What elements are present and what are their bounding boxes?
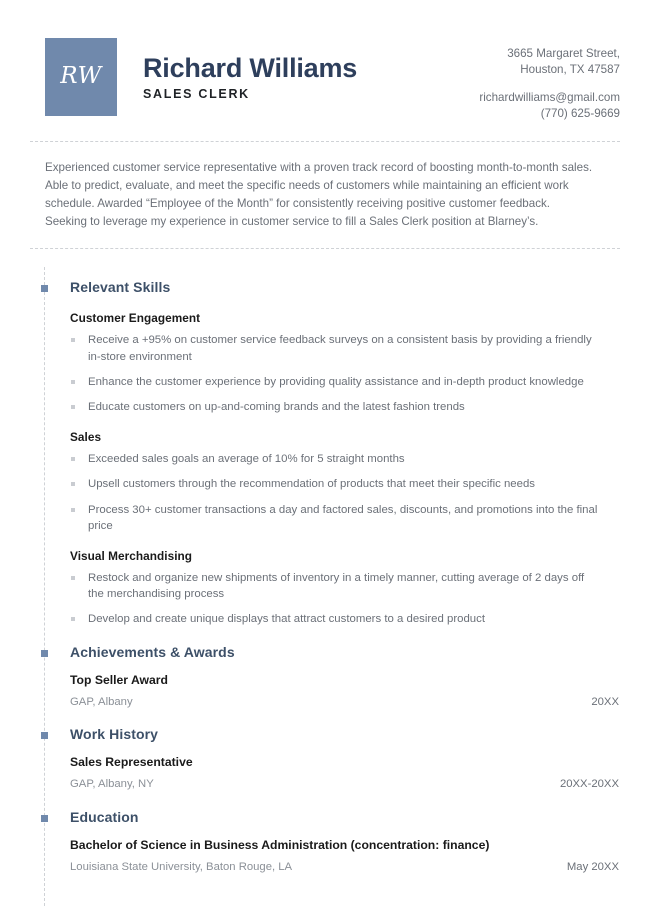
bullet-square-icon [71,508,75,512]
resume-header [30,0,620,123]
section-header-education [45,809,620,827]
entry-date: 20XX [591,695,619,708]
bullet-square-icon [71,457,75,461]
list-item [70,611,620,627]
list-item-text: Enhance the customer experience by providing quality assistance and in-depth product knowledge [88,375,584,388]
square-marker-icon [41,732,48,739]
entry-meta-row [70,695,620,711]
education-entry [70,838,620,876]
monogram-logo [45,38,117,116]
entry-meta-row [70,860,620,876]
entry-title: Sales Representative [70,755,193,770]
bullet-square-icon [71,482,75,486]
monogram-initials: RW [60,62,102,89]
skill-group-title: Sales [70,429,102,444]
entry-organization: Louisiana State University, Baton Rouge, LA [70,860,293,873]
skill-group [70,430,620,535]
list-item [70,570,620,603]
list-item-text: Receive a +95% on customer service feedback surveys on a consistent basis by providing a friendly in-store environment [88,334,592,363]
square-marker-icon [41,650,48,657]
bullet-square-icon [71,576,75,580]
phone-text[interactable]: (770) 625-9669 [540,107,620,121]
section-title-education: Education [70,809,139,826]
skill-bullet-list [70,570,620,628]
section-achievements [45,644,620,711]
contact-spacer [479,79,620,90]
entry-date: 20XX-20XX [559,778,619,791]
section-body-achievements [45,673,620,711]
page-title: Richard Williams [143,53,358,83]
bullet-square-icon [71,380,75,384]
contact-block [479,38,620,123]
achievement-entry [70,673,620,711]
section-header-achievements [45,644,620,662]
email-text[interactable]: richardwilliams@gmail.com [479,90,620,104]
list-item [70,332,620,365]
list-item [70,502,620,535]
section-body-work-history [45,755,620,793]
section-body-education [45,838,620,876]
address-line-1: 3665 Margaret Street, [507,47,620,60]
address-line-2: Houston, TX 47587 [520,63,620,77]
skill-bullet-list [70,332,620,416]
list-item-text: Restock and organize new shipments of inventory in a timely manner, cutting average of 2 days off the merchandising process [88,571,585,600]
job-entry [70,755,620,793]
entry-organization: GAP, Albany [70,695,133,708]
square-marker-icon [41,285,48,292]
section-title-work-history: Work History [70,726,159,743]
entry-meta-row [70,777,620,793]
job-title: SALES CLERK [143,87,250,102]
list-item [70,451,620,467]
list-item-text: Upsell customers through the recommendation of products that meet their specific needs [88,478,535,491]
list-item [70,399,620,415]
bullet-square-icon [71,617,75,621]
section-header-relevant-skills [45,279,620,297]
bullet-square-icon [71,338,75,342]
skill-group-title: Visual Merchandising [70,548,193,563]
skill-group [70,311,620,416]
section-relevant-skills [45,279,620,628]
section-header-work-history [45,726,620,744]
list-item-text: Develop and create unique displays that attract customers to a desired product [88,613,485,626]
section-body-relevant-skills [45,311,620,628]
skill-group-title: Customer Engagement [70,311,201,326]
section-work-history [45,726,620,793]
section-education [45,809,620,876]
entry-title: Top Seller Award [70,672,168,687]
square-marker-icon [41,815,48,822]
entry-organization: GAP, Albany, NY [70,778,154,791]
list-item [70,476,620,492]
professional-summary: Experienced customer service representative with a proven track record of boosting month-to-month sales. Able to predict, evaluate, and meet the specific needs of customers while maintaining an efficient work schedule. Awarded “Employee of the Month” for consistently receiving positive customer feedback. Seeking to leverage my experience in customer service to fill a Sales Clerk position at Blarney’s. [45,160,593,229]
section-title-relevant-skills: Relevant Skills [70,279,171,296]
list-item-text: Educate customers on up-and-coming brands and the latest fashion trends [88,401,465,414]
skill-bullet-list [70,451,620,535]
list-item [70,374,620,390]
bullet-square-icon [71,405,75,409]
list-item-text: Process 30+ customer transactions a day and factored sales, discounts, and promotions into the final price [88,503,598,533]
identity-block [117,38,479,101]
skill-group [70,549,620,628]
list-item-text: Exceeded sales goals an average of 10% for 5 straight months [88,452,405,465]
entry-title: Bachelor of Science in Business Administration (concentration: finance) [70,838,490,853]
section-title-achievements: Achievements & Awards [70,643,235,660]
entry-date: May 20XX [566,860,619,873]
resume-body [30,249,620,876]
